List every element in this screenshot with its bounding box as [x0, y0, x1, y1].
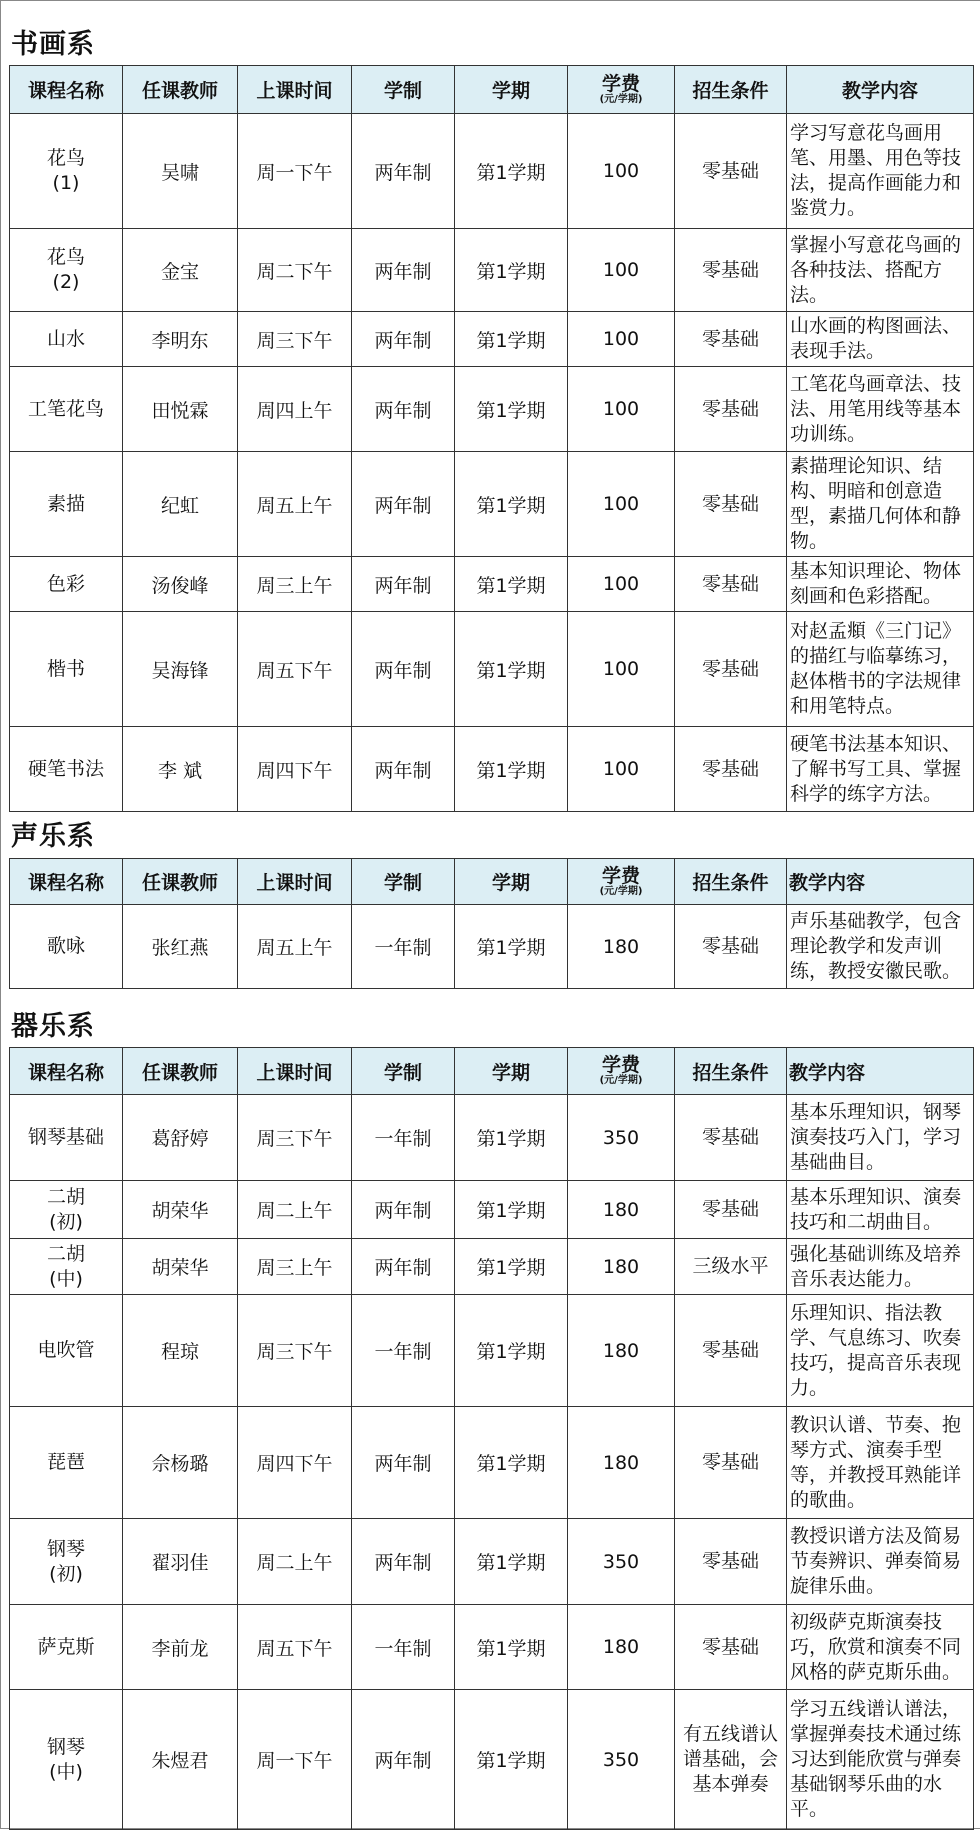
table-row [10, 1295, 974, 1407]
cell-fee: 100 [568, 229, 675, 312]
cell-system: 一年制 [352, 1605, 455, 1690]
table-row [10, 557, 974, 612]
table-header-row [10, 66, 974, 114]
cell-course-name: 楷书 [10, 612, 123, 727]
cell-fee: 100 [568, 367, 675, 452]
course-table-calligraphy-painting [9, 65, 974, 812]
cell-fee: 100 [568, 114, 675, 229]
cell-content: 基本乐理知识、演奏技巧和二胡曲目。 [787, 1181, 974, 1239]
cell-teacher: 程琼 [123, 1295, 238, 1407]
header-teacher: 任课教师 [123, 859, 238, 905]
cell-course-name: 二胡 (中) [10, 1239, 123, 1295]
cell-term: 第1学期 [455, 452, 568, 557]
cell-system: 一年制 [352, 905, 455, 989]
header-term: 学期 [455, 859, 568, 905]
cell-course-name: 钢琴基础 [10, 1095, 123, 1181]
cell-teacher: 张红燕 [123, 905, 238, 989]
cell-class-time: 周二上午 [238, 1181, 352, 1239]
cell-teacher: 朱煜君 [123, 1690, 238, 1830]
header-condition: 招生条件 [675, 1048, 787, 1095]
cell-class-time: 周五上午 [238, 905, 352, 989]
cell-class-time: 周四下午 [238, 1407, 352, 1519]
header-fee-unit: (元/学期) [599, 1075, 643, 1086]
cell-class-time: 周一下午 [238, 114, 352, 229]
header-course-name: 课程名称 [10, 66, 123, 114]
cell-class-time: 周三下午 [238, 312, 352, 367]
cell-condition: 零基础 [675, 1605, 787, 1690]
table-row [10, 905, 974, 989]
table-row [10, 1181, 974, 1239]
cell-teacher: 胡荣华 [123, 1181, 238, 1239]
course-table-vocal-music [9, 858, 974, 989]
cell-fee: 180 [568, 1605, 675, 1690]
table-row [10, 1605, 974, 1690]
cell-content: 乐理知识、指法教学、气息练习、吹奏技巧，提高音乐表现力。 [787, 1295, 974, 1407]
cell-fee: 100 [568, 312, 675, 367]
cell-system: 两年制 [352, 612, 455, 727]
cell-content: 硬笔书法基本知识、了解书写工具、掌握科学的练字方法。 [787, 727, 974, 812]
cell-fee: 100 [568, 557, 675, 612]
cell-course-name: 琵琶 [10, 1407, 123, 1519]
cell-condition: 零基础 [675, 114, 787, 229]
header-system: 学制 [352, 859, 455, 905]
cell-content: 素描理论知识、结构、明暗和创意造型，素描几何体和静物。 [787, 452, 974, 557]
cell-term: 第1学期 [455, 557, 568, 612]
cell-course-name: 歌咏 [10, 905, 123, 989]
cell-condition: 三级水平 [675, 1239, 787, 1295]
cell-system: 两年制 [352, 312, 455, 367]
cell-condition: 零基础 [675, 1519, 787, 1605]
cell-class-time: 周二下午 [238, 229, 352, 312]
cell-course-name: 花鸟 (1) [10, 114, 123, 229]
cell-system: 两年制 [352, 452, 455, 557]
header-fee [568, 859, 675, 905]
cell-course-name: 电吹管 [10, 1295, 123, 1407]
cell-content: 工笔花鸟画章法、技法、用笔用线等基本功训练。 [787, 367, 974, 452]
cell-teacher: 李前龙 [123, 1605, 238, 1690]
cell-teacher: 葛舒婷 [123, 1095, 238, 1181]
cell-teacher: 纪虹 [123, 452, 238, 557]
cell-fee: 350 [568, 1519, 675, 1605]
cell-teacher: 李明东 [123, 312, 238, 367]
header-content: 教学内容 [787, 1048, 974, 1095]
cell-condition: 有五线谱认谱基础，会基本弹奏 [675, 1690, 787, 1830]
cell-term: 第1学期 [455, 905, 568, 989]
cell-fee: 180 [568, 1181, 675, 1239]
cell-system: 两年制 [352, 114, 455, 229]
header-teacher: 任课教师 [123, 1048, 238, 1095]
cell-term: 第1学期 [455, 114, 568, 229]
header-term: 学期 [455, 66, 568, 114]
header-content: 教学内容 [787, 66, 974, 114]
cell-term: 第1学期 [455, 1239, 568, 1295]
header-system: 学制 [352, 1048, 455, 1095]
section-title-instrumental-music: 器乐系 [11, 1011, 95, 1042]
table-row [10, 1407, 974, 1519]
cell-term: 第1学期 [455, 367, 568, 452]
header-teacher: 任课教师 [123, 66, 238, 114]
table-header-row [10, 859, 974, 905]
cell-content: 掌握小写意花鸟画的各种技法、搭配方法。 [787, 229, 974, 312]
cell-content: 初级萨克斯演奏技巧，欣赏和演奏不同风格的萨克斯乐曲。 [787, 1605, 974, 1690]
cell-term: 第1学期 [455, 1095, 568, 1181]
cell-fee: 100 [568, 452, 675, 557]
header-system: 学制 [352, 66, 455, 114]
table-row [10, 452, 974, 557]
cell-class-time: 周四上午 [238, 367, 352, 452]
cell-condition: 零基础 [675, 727, 787, 812]
cell-teacher: 胡荣华 [123, 1239, 238, 1295]
cell-class-time: 周三下午 [238, 1095, 352, 1181]
cell-fee: 180 [568, 1407, 675, 1519]
cell-content: 山水画的构图画法、表现手法。 [787, 312, 974, 367]
cell-teacher: 汤俊峰 [123, 557, 238, 612]
table-row [10, 229, 974, 312]
table-row [10, 727, 974, 812]
cell-class-time: 周五上午 [238, 452, 352, 557]
cell-class-time: 周一下午 [238, 1690, 352, 1830]
cell-term: 第1学期 [455, 1181, 568, 1239]
table-row [10, 1519, 974, 1605]
cell-course-name: 工笔花鸟 [10, 367, 123, 452]
cell-condition: 零基础 [675, 367, 787, 452]
header-class-time: 上课时间 [238, 66, 352, 114]
header-content: 教学内容 [787, 859, 974, 905]
cell-content: 教授识谱方法及简易节奏辨识、弹奏简易旋律乐曲。 [787, 1519, 974, 1605]
cell-condition: 零基础 [675, 452, 787, 557]
cell-system: 两年制 [352, 1181, 455, 1239]
cell-system: 两年制 [352, 1407, 455, 1519]
cell-term: 第1学期 [455, 1690, 568, 1830]
cell-content: 强化基础训练及培养音乐表达能力。 [787, 1239, 974, 1295]
cell-course-name: 山水 [10, 312, 123, 367]
cell-class-time: 周二上午 [238, 1519, 352, 1605]
table-row [10, 367, 974, 452]
cell-fee: 180 [568, 1295, 675, 1407]
cell-content: 学习写意花鸟画用笔、用墨、用色等技法，提高作画能力和鉴赏力。 [787, 114, 974, 229]
table-row [10, 1239, 974, 1295]
cell-course-name: 二胡 (初) [10, 1181, 123, 1239]
cell-course-name: 硬笔书法 [10, 727, 123, 812]
cell-term: 第1学期 [455, 1605, 568, 1690]
cell-condition: 零基础 [675, 1295, 787, 1407]
cell-system: 两年制 [352, 557, 455, 612]
table-header-row [10, 1048, 974, 1095]
header-class-time: 上课时间 [238, 1048, 352, 1095]
cell-condition: 零基础 [675, 1407, 787, 1519]
cell-class-time: 周五下午 [238, 1605, 352, 1690]
cell-system: 两年制 [352, 727, 455, 812]
table-row [10, 312, 974, 367]
header-course-name: 课程名称 [10, 859, 123, 905]
course-table-instrumental-music [9, 1047, 974, 1830]
cell-content: 基本乐理知识，钢琴演奏技巧入门，学习基础曲目。 [787, 1095, 974, 1181]
table-row [10, 114, 974, 229]
cell-system: 一年制 [352, 1095, 455, 1181]
cell-content: 教识认谱、节奏、抱琴方式、演奏手型等，并教授耳熟能详的歌曲。 [787, 1407, 974, 1519]
cell-fee: 350 [568, 1095, 675, 1181]
cell-content: 对赵孟頫《三门记》的描红与临摹练习，赵体楷书的字法规律和用笔特点。 [787, 612, 974, 727]
header-condition: 招生条件 [675, 859, 787, 905]
cell-teacher: 田悦霖 [123, 367, 238, 452]
cell-term: 第1学期 [455, 1295, 568, 1407]
cell-teacher: 吴海锋 [123, 612, 238, 727]
cell-class-time: 周五下午 [238, 612, 352, 727]
cell-teacher: 李 斌 [123, 727, 238, 812]
cell-course-name: 钢琴 (中) [10, 1690, 123, 1830]
header-class-time: 上课时间 [238, 859, 352, 905]
cell-system: 两年制 [352, 1690, 455, 1830]
header-condition: 招生条件 [675, 66, 787, 114]
cell-condition: 零基础 [675, 1181, 787, 1239]
cell-course-name: 钢琴 (初) [10, 1519, 123, 1605]
cell-term: 第1学期 [455, 1407, 568, 1519]
cell-teacher: 金宝 [123, 229, 238, 312]
cell-system: 一年制 [352, 1295, 455, 1407]
table-row [10, 1095, 974, 1181]
cell-system: 两年制 [352, 1519, 455, 1605]
header-fee-label: 学费 [601, 72, 640, 95]
section-title-calligraphy-painting: 书画系 [11, 29, 95, 60]
table-row [10, 1690, 974, 1830]
cell-condition: 零基础 [675, 1095, 787, 1181]
cell-system: 两年制 [352, 367, 455, 452]
table-row [10, 612, 974, 727]
cell-term: 第1学期 [455, 612, 568, 727]
header-fee-label: 学费 [601, 1054, 640, 1076]
cell-course-name: 花鸟 (2) [10, 229, 123, 312]
cell-fee: 100 [568, 612, 675, 727]
cell-teacher: 佘杨璐 [123, 1407, 238, 1519]
cell-content: 基本知识理论、物体刻画和色彩搭配。 [787, 557, 974, 612]
cell-term: 第1学期 [455, 727, 568, 812]
header-fee-label: 学费 [601, 864, 640, 887]
cell-fee: 350 [568, 1690, 675, 1830]
cell-condition: 零基础 [675, 557, 787, 612]
header-fee-unit: (元/学期) [599, 885, 643, 897]
cell-fee: 180 [568, 1239, 675, 1295]
cell-class-time: 周三上午 [238, 1239, 352, 1295]
header-course-name: 课程名称 [10, 1048, 123, 1095]
header-term: 学期 [455, 1048, 568, 1095]
cell-course-name: 色彩 [10, 557, 123, 612]
cell-system: 两年制 [352, 1239, 455, 1295]
header-fee-unit: (元/学期) [599, 93, 643, 105]
cell-class-time: 周三上午 [238, 557, 352, 612]
cell-system: 两年制 [352, 229, 455, 312]
cell-condition: 零基础 [675, 229, 787, 312]
cell-content: 声乐基础教学，包含理论教学和发声训练，教授安徽民歌。 [787, 905, 974, 989]
cell-condition: 零基础 [675, 612, 787, 727]
cell-class-time: 周三下午 [238, 1295, 352, 1407]
header-fee [568, 1048, 675, 1095]
section-title-vocal-music: 声乐系 [11, 821, 95, 852]
cell-class-time: 周四下午 [238, 727, 352, 812]
cell-fee: 100 [568, 727, 675, 812]
cell-condition: 零基础 [675, 312, 787, 367]
cell-term: 第1学期 [455, 229, 568, 312]
cell-term: 第1学期 [455, 312, 568, 367]
cell-fee: 180 [568, 905, 675, 989]
cell-course-name: 萨克斯 [10, 1605, 123, 1690]
cell-teacher: 吴啸 [123, 114, 238, 229]
cell-teacher: 翟羽佳 [123, 1519, 238, 1605]
cell-content: 学习五线谱认谱法，掌握弹奏技术通过练习达到能欣赏与弹奏基础钢琴乐曲的水平。 [787, 1690, 974, 1830]
cell-condition: 零基础 [675, 905, 787, 989]
cell-term: 第1学期 [455, 1519, 568, 1605]
cell-course-name: 素描 [10, 452, 123, 557]
header-fee [568, 66, 675, 114]
